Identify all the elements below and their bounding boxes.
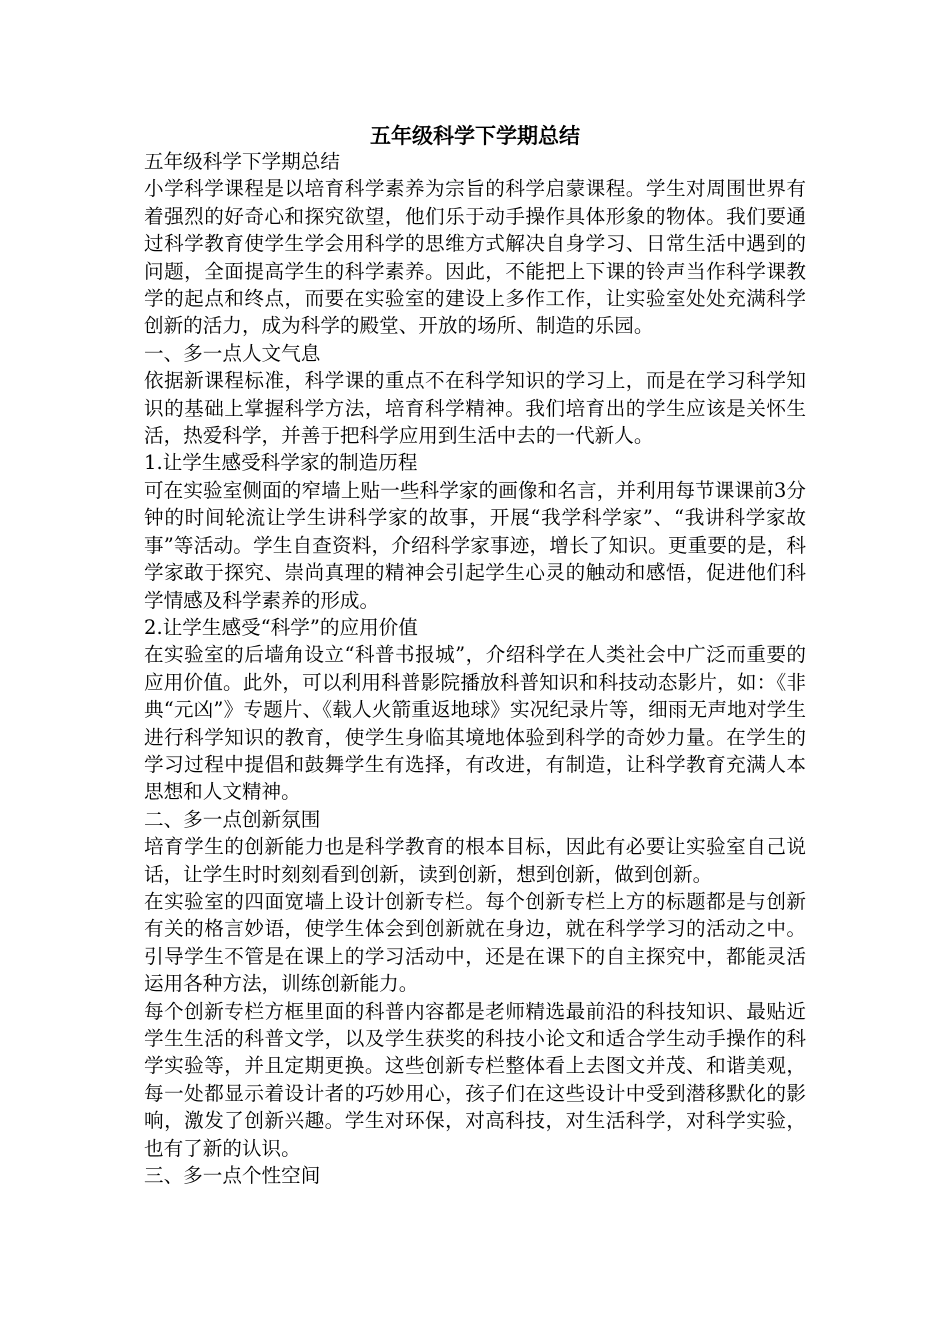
- section-heading-1: 一、多一点人文气息: [144, 341, 321, 365]
- paragraph-intro: 小学科学课程是以培育科学素养为宗旨的科学启蒙课程。学生对周围世界有着强烈的好奇心和探究欲望，他们乐于动手操作具体形象的物体。我们要通过科学教育使学生学会用科学的思维方式解决自身学习、日常生活中遇到的问题，全面提高学生的科学素养。因此，不能把上下课的铃声当作科学课教学的起点和终点，而要在实验室的建设上多作工作，让实验室处处充满科学创新的活力，成为科学的殿堂、开放的场所、制造的乐园。: [144, 177, 806, 338]
- section-heading-2: 二、多一点创新氛围: [144, 807, 321, 831]
- paragraph-section-2b: 在实验室的四面宽墙上设计创新专栏。每个创新专栏上方的标题都是与创新有关的格言妙语，使学生体会到创新就在身边，就在科学学习的活动之中。引导学生不管是在课上的学习活动中，还是在课下的自主探究中，都能灵活运用各种方法，训练创新能力。: [144, 889, 806, 996]
- paragraph-section-2c: 每个创新专栏方框里面的科普内容都是老师精选最前沿的科技知识、最贴近学生生活的科普文学，以及学生获奖的科技小论文和适合学生动手操作的科学实验等，并且定期更换。这些创新专栏整体看上去图文并茂、和谐美观，每一处都显示着设计者的巧妙用心，孩子们在这些设计中受到潜移默化的影响，激发了创新兴趣。学生对环保，对高科技，对生活科学，对科学实验，也有了新的认识。: [144, 999, 806, 1160]
- paragraph-1-1: 可在实验室侧面的窄墙上贴一些科学家的画像和名言，并利用每节课课前3分钟的时间轮流让学生讲科学家的故事，开展“我学科学家”、“我讲科学家故事”等活动。学生自查资料，介绍科学家事迹，增长了知识。更重要的是，科学家敢于探究、崇尚真理的精神会引起学生心灵的触动和感悟，促进他们科学情感及科学素养的形成。: [144, 478, 806, 612]
- document-body: [144, 148, 806, 1189]
- paragraph-section-1: 依据新课程标准，科学课的重点不在科学知识的学习上，而是在学习科学知识的基础上掌握科学方法，培育科学精神。我们培育出的学生应该是关怀生活，热爱科学，并善于把科学应用到生活中去的一代新人。: [144, 369, 806, 448]
- subheading-1-1: 1.让学生感受科学家的制造历程: [144, 451, 418, 475]
- section-heading-3: 三、多一点个性空间: [144, 1164, 321, 1188]
- paragraph-1-2: 在实验室的后墙角设立“科普书报城”，介绍科学在人类社会中广泛而重要的应用价值。此外，可以利用科普影院播放科普知识和科技动态影片，如：《非典“元凶”》专题片、《载人火箭重返地球》实况纪录片等，细雨无声地对学生进行科学知识的教育，使学生身临其境地体验到科学的奇妙力量。在学生的学习过程中提倡和鼓舞学生有选择，有改进，有制造，让科学教育充满人本思想和人文精神。: [144, 643, 806, 804]
- document-title: 五年级科学下学期总结: [370, 124, 580, 148]
- subheading-1-2: 2.让学生感受“科学”的应用价值: [144, 615, 418, 639]
- paragraph-section-2a: 培育学生的创新能力也是科学教育的根本目标，因此有必要让实验室自己说话，让学生时时刻刻看到创新，读到创新，想到创新，做到创新。: [144, 835, 806, 886]
- paragraph-subtitle: 五年级科学下学期总结: [144, 150, 340, 173]
